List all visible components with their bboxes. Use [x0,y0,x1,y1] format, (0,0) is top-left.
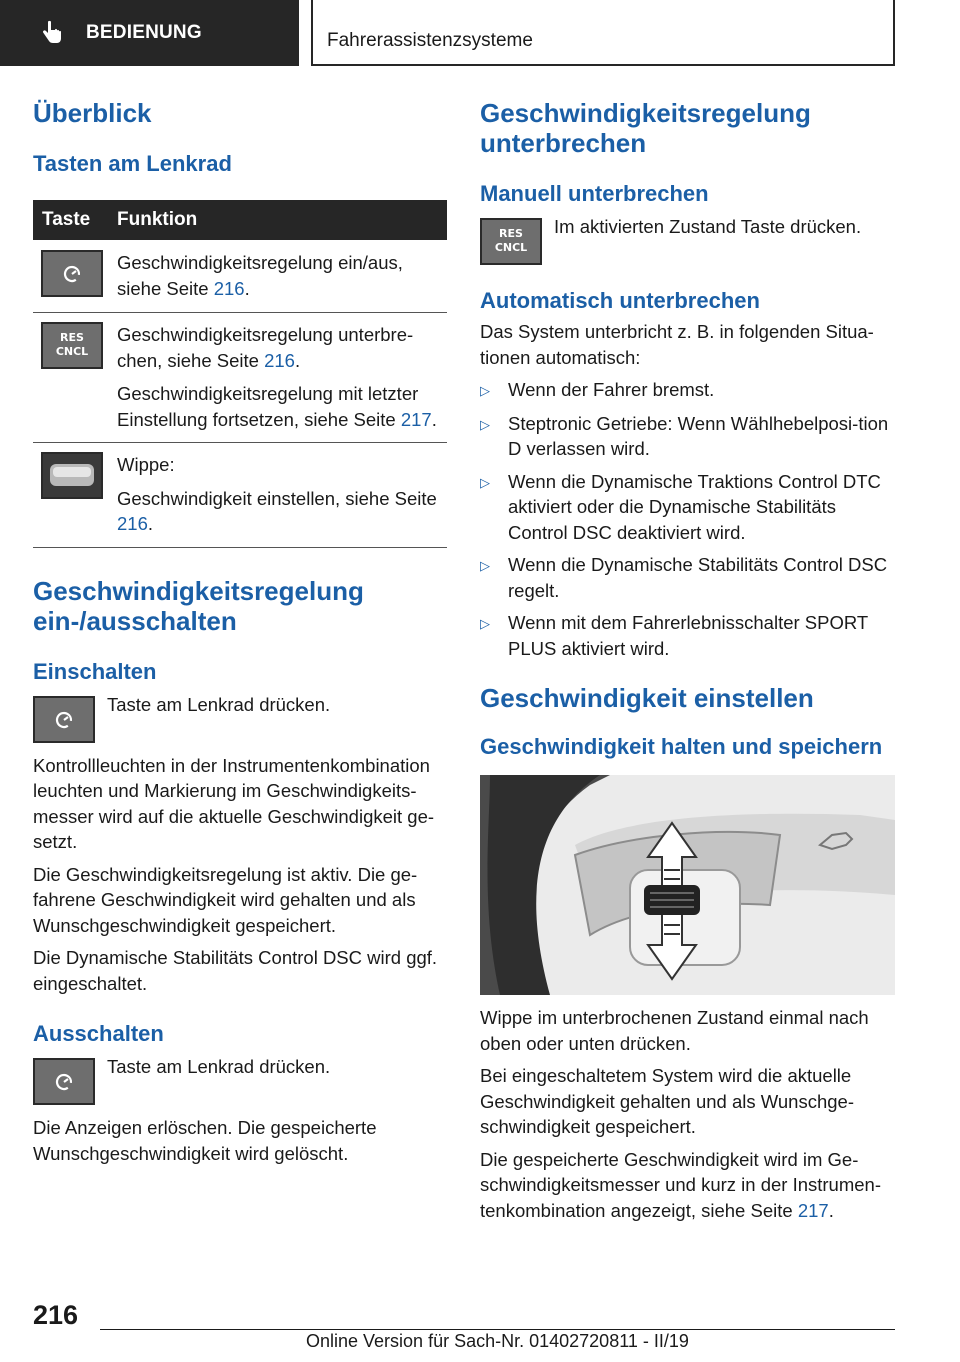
list-item: ▷ Wenn die Dynamische Traktions Control DTC aktiviert oder die Dynamische Stabilitäts Control DSC deaktiviert wird. [480,469,895,546]
table-header [33,200,447,240]
table-row-text: Wippe: [117,454,175,475]
page-link[interactable]: 217 [400,408,432,430]
triangle-bullet-icon: ▷ [480,558,490,573]
triangle-bullet-icon: ▷ [480,383,490,398]
section-tab [0,0,299,66]
paragraph: Die gespeicherte Geschwindigkeit wird im Ge-schwindigkeitsmesser und kurz in der Instrumen-tenkombination angezeigt, siehe Seite 217. [480,1148,881,1221]
page-link[interactable]: 216 [117,513,148,534]
interrupt-list [480,377,895,661]
list-item: ▷ Wenn der Fahrer bremst. [480,377,895,404]
manual-key-line [480,218,895,265]
paragraph: Die Geschwindigkeitsregelung ist aktiv. Die ge-fahrene Geschwindigkeit wird gehalten und als Wunschgeschwindigkeit gespeichert. [33,863,418,936]
table-row [33,313,447,443]
list-item: ▷ Wenn die Dynamische Stabilitäts Control DSC regelt. [480,552,895,603]
heading-keys: Tasten am Lenkrad [33,151,232,176]
heading-onoff: Geschwindigkeitsregelung ein-/ausschalten [33,575,364,636]
paragraph: Die Dynamische Stabilitäts Control DSC wird ggf. eingeschaltet. [33,947,438,994]
table-row-text: Geschwindigkeit einstellen, siehe Seite 216. [117,487,437,534]
heading-hold: Geschwindigkeit halten und speichern [480,734,883,759]
heading-manual: Manuell unterbrechen [480,181,709,206]
heading-on: Einschalten [33,658,157,684]
paragraph: Das System unterbricht z. B. in folgenden Situa-tionen automatisch: [480,321,874,368]
col-func-header: Funktion [117,209,198,230]
chapter-tab [311,0,895,66]
table-row-text: Geschwindigkeitsregelung unterbre-chen, siehe Seite 216. [117,324,414,371]
heading-overview: Überblick [33,98,152,128]
table-row-text: Geschwindigkeitsregelung ein/aus, siehe Seite 216. [117,252,403,299]
table-row [33,443,447,548]
page-link[interactable]: 216 [264,349,295,371]
cruise-control-onoff-icon [33,1058,95,1105]
list-item: ▷ Steptronic Getriebe: Wenn Wählhebelposi-tion D verlassen wird. [480,411,895,462]
hand-touch-icon [38,19,66,47]
on-key-line [33,693,447,743]
table-row [33,240,447,313]
triangle-bullet-icon: ▷ [480,416,490,432]
heading-interrupt: Geschwindigkeitsregelung unterbrechen [480,98,811,158]
manual-key-text: Im aktivierten Zustand Taste drücken. [554,216,862,237]
page-link[interactable]: 216 [213,277,245,299]
table-row-text: Geschwindigkeitsregelung mit letzter Einstellung fortsetzen, siehe Seite 217. [117,383,437,430]
list-item: ▷ Wenn mit dem Fahrerlebnisschalter SPORT PLUS aktiviert wird. [480,610,895,661]
paragraph: Bei eingeschaltetem System wird die aktuelle Geschwindigkeit gehalten und als Wunschge-schwindigkeit gespeichert. [480,1065,854,1137]
res-cncl-icon: RES CNCL [480,218,542,265]
triangle-bullet-icon: ▷ [480,474,490,490]
on-key-text: Taste am Lenkrad drücken. [107,693,331,715]
chapter-title: Fahrerassistenzsysteme [327,30,533,51]
page-link[interactable]: 217 [797,1199,829,1221]
heading-set: Geschwindigkeit einstellen [480,683,814,713]
cruise-control-onoff-icon [41,250,103,297]
off-key-line [33,1058,447,1105]
col-key-header: Taste [42,209,91,230]
page-number: 216 [33,1300,79,1330]
footer-divider [100,1329,895,1330]
steering-wheel-rocker-image [480,775,895,995]
keys-table [33,200,447,548]
left-column [33,98,447,1166]
triangle-bullet-icon: ▷ [480,616,490,631]
rocker-switch-icon [41,452,103,499]
res-cncl-icon: RES CNCL [41,322,103,369]
right-column [480,98,895,1223]
off-key-text: Taste am Lenkrad drücken. [107,1056,331,1077]
section-title: BEDIENUNG [86,22,202,43]
paragraph: Die Anzeigen erlöschen. Die gespeicherte Wunschgeschwindigkeit wird gelöscht. [33,1117,377,1164]
heading-auto: Automatisch unterbrechen [480,288,760,313]
footer-text: Online Version für Sach-Nr. 01402720811 - II/19 [306,1331,689,1351]
paragraph: Kontrollleuchten in der Instrumentenkombination leuchten und Markierung im Geschwindigkeits-messer wird auf die aktuelle Geschwindigkeit ge-setzt. [33,754,435,852]
heading-off: Ausschalten [33,1021,164,1046]
cruise-control-onoff-icon [33,696,95,743]
paragraph: Wippe im unterbrochenen Zustand einmal nach oben oder unten drücken. [480,1007,869,1054]
